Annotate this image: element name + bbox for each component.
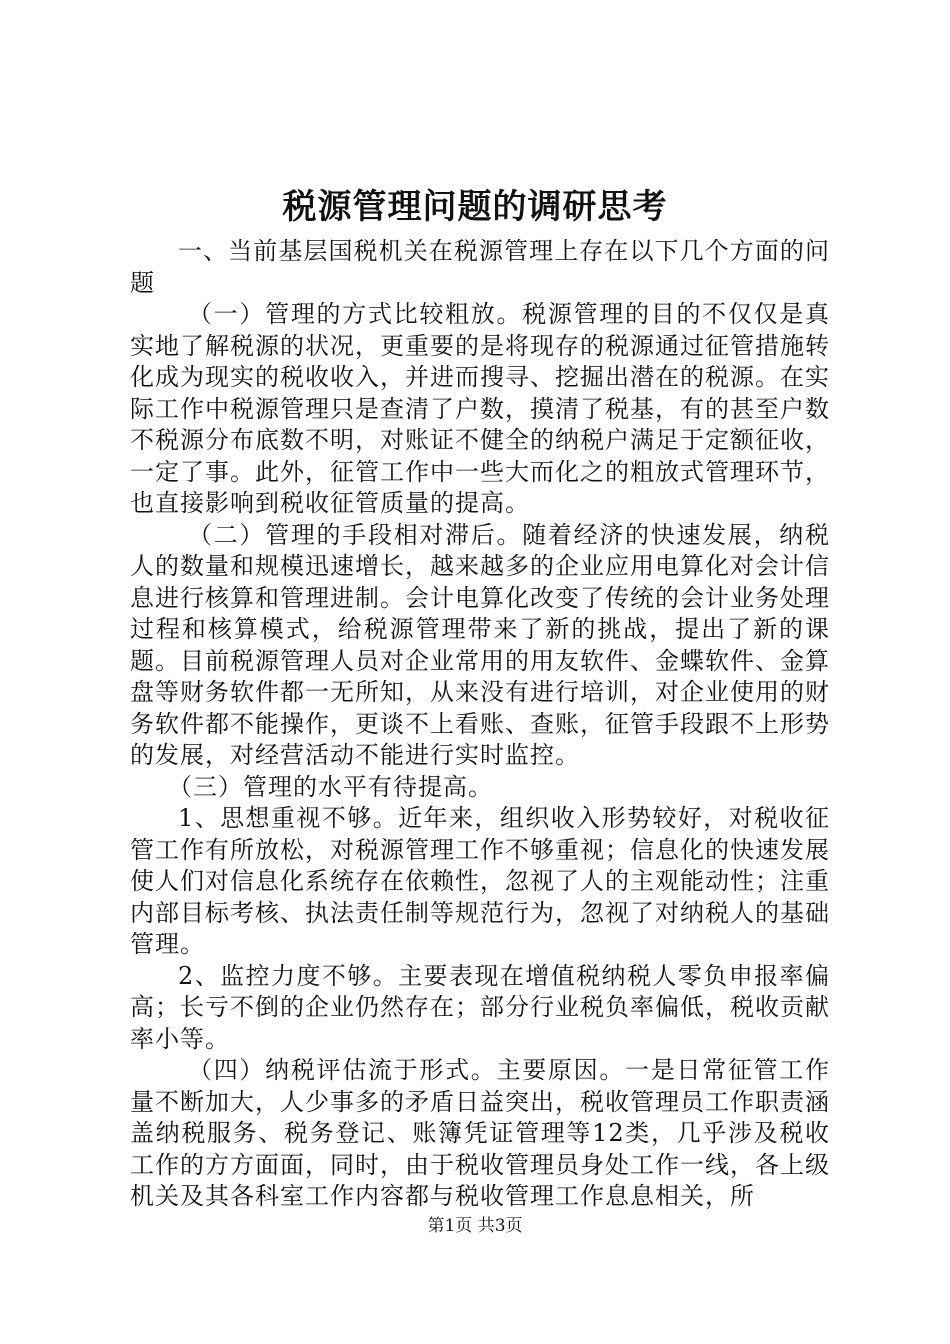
page-footer: 第1页 共3页 [427,1216,523,1236]
section-heading-1: 一、当前基层国税机关在税源管理上存在以下几个方面的问题 [130,237,830,297]
paragraph-item-2: 2、监控力度不够。主要表现在增值税纳税人零负申报率偏高；长亏不倒的企业仍然存在；部分行业税负率偏低，税收贡献率小等。 [130,961,830,1053]
paragraph-management-method: （一）管理的方式比较粗放。税源管理的目的不仅仅是真实地了解税源的状况，更重要的是将现存的税源通过征管措施转化成为现实的税收收入，并进而搜寻、挖掘出潜在的税源。在实际工作中税源管理只是查清了户数，摸清了税基，有的甚至户数不税源分布底数不明，对账证不健全的纳税户满足于定额征收，一定了事。此外，征管工作中一些大而化之的粗放式管理环节，也直接影响到税收征管质量的提高。 [130,300,830,517]
paragraph-management-level: （三）管理的水平有待提高。 [168,772,493,801]
document-body [130,236,830,1213]
paragraph-management-means: （二）管理的手段相对滞后。随着经济的快速发展，纳税人的数量和规模迅速增长，越来越多的企业应用电算化对会计信息进行核算和管理进制。会计电算化改变了传统的会计业务处理过程和核算模式，给税源管理带来了新的挑战，提出了新的课题。目前税源管理人员对企业常用的用友软件、金蝶软件、金算盘等财务软件都一无所知，从来没有进行培训，对企业使用的财务软件都不能操作，更谈不上看账、查账，征管手段跟不上形势的发展，对经营活动不能进行实时监控。 [130,520,830,769]
document-title: 税源管理问题的调研思考 [282,187,668,227]
paragraph-item-1: 1、思想重视不够。近年来，组织收入形势较好，对税收征管工作有所放松，对税源管理工作不够重视；信息化的快速发展使人们对信息化系统存在依赖性，忽视了人的主观能动性；注重内部目标考核、执法责任制等规范行为，忽视了对纳税人的基础管理。 [130,804,830,958]
paragraph-tax-assessment: （四）纳税评估流于形式。主要原因。一是日常征管工作量不断加大，人少事多的矛盾日益突出，税收管理员工作职责涵盖纳税服务、税务登记、账簿凭证管理等12类，几乎涉及税收工作的方方面面，同时，由于税收管理员身处工作一线，各上级机关及其各科室工作内容都与税收管理工作息息相关，所 [130,1056,830,1210]
